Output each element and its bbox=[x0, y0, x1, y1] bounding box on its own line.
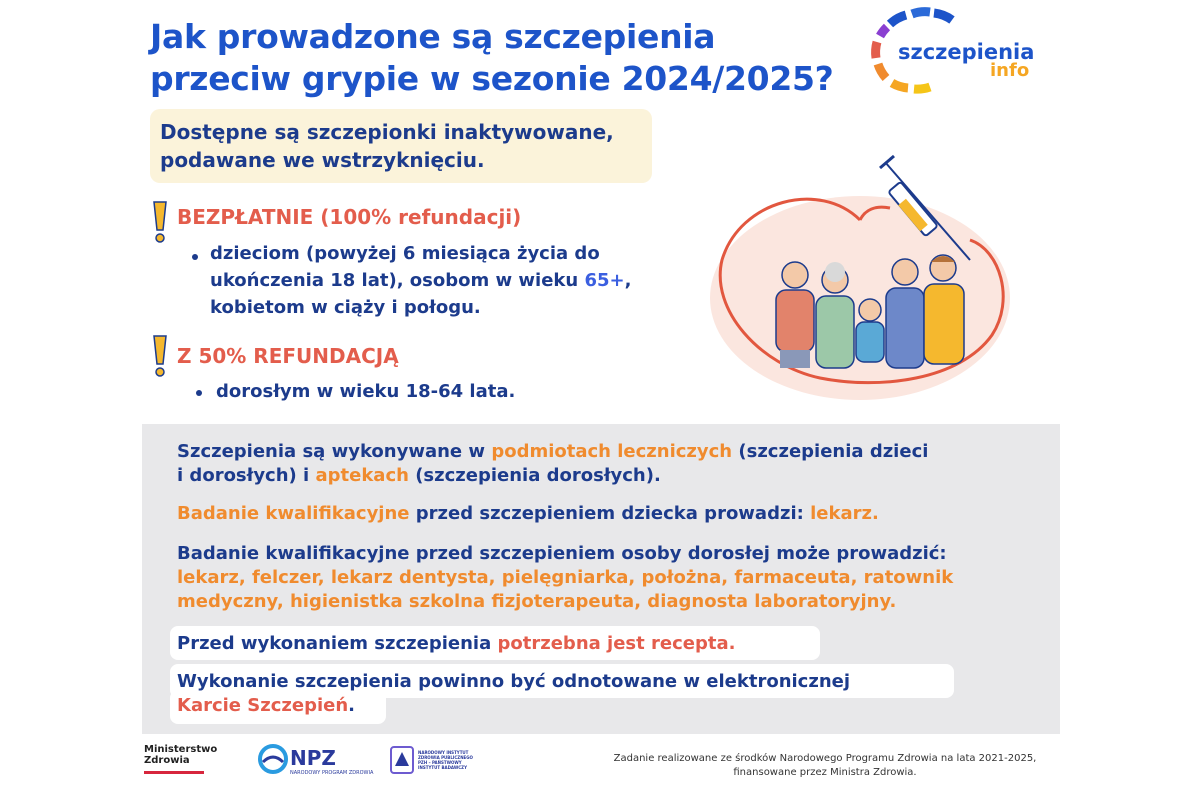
ministry-of-health-logo bbox=[144, 744, 217, 766]
free-section-bullet bbox=[210, 240, 680, 321]
free-bullet-line-2-text: ukończenia 18 lat), osobom w wieku bbox=[210, 270, 585, 291]
locations-text-f: (szczepienia dorosłych). bbox=[408, 465, 661, 486]
info-paragraph-prescription bbox=[177, 632, 817, 656]
ministry-red-line bbox=[144, 771, 204, 774]
page-title bbox=[150, 16, 850, 100]
bullet-dot bbox=[192, 254, 198, 260]
funding-note bbox=[560, 752, 1090, 780]
adult-qualification-line-3: medyczny, higienistka szkolna fizjoterapeuta, diagnosta laboratoryjny. bbox=[177, 591, 897, 612]
qualification-highlight: Badanie kwalifikacyjne bbox=[177, 503, 410, 524]
nizp-logo-text: NARODOWY INSTYTUT ZDROWIA PUBLICZNEGO PZH – PAŃSTWOWY INSTYTUT BADAWCZY bbox=[418, 750, 473, 770]
record-line-1: Wykonanie szczepienia powinno być odnotowane w elektronicznej bbox=[177, 671, 851, 692]
adult-qualification-line-2: lekarz, felczer, lekarz dentysta, pielęgniarka, położna, farmaceuta, ratownik bbox=[177, 567, 954, 588]
adult-qualification-line-1: Badanie kwalifikacyjne przed szczepieniem osoby dorosłej może prowadzić: bbox=[177, 543, 947, 564]
free-bullet-line-1: dzieciom (powyżej 6 miesiąca życia do bbox=[210, 243, 600, 264]
free-bullet-line-3: kobietom w ciąży i połogu. bbox=[210, 297, 481, 318]
pharmacies-highlight: aptekach bbox=[315, 465, 409, 486]
info-paragraph-locations bbox=[177, 440, 1017, 488]
logo-word-info: info bbox=[990, 60, 1030, 81]
npz-logo-subtitle: NARODOWY PROGRAM ZDROWIA bbox=[290, 770, 374, 776]
half-section-heading: Z 50% REFUNDACJĄ bbox=[177, 344, 399, 368]
healthcare-entities-highlight: podmiotach leczniczych bbox=[491, 441, 733, 462]
locations-text-c: (szczepienia dzieci bbox=[732, 441, 929, 462]
funding-line-1: Zadanie realizowane ze środków Narodowego Programu Zdrowia na lata 2021-2025, bbox=[613, 753, 1037, 764]
ministry-line-2: Zdrowia bbox=[144, 755, 190, 766]
doctor-highlight: lekarz. bbox=[810, 503, 879, 524]
record-line-2 bbox=[177, 694, 957, 718]
bullet-dot bbox=[196, 390, 202, 396]
intro-line-1: Dostępne są szczepionki inaktywowane, bbox=[160, 120, 614, 144]
funding-line-2: finansowane przez Ministra Zdrowia. bbox=[733, 767, 917, 778]
ministry-line-1: Ministerstwo bbox=[144, 744, 218, 755]
npz-logo-text: NPZ bbox=[290, 746, 336, 770]
half-section-bullet: dorosłym w wieku 18-64 lata. bbox=[216, 381, 516, 402]
free-bullet-line-2 bbox=[210, 267, 680, 294]
child-qualification-text: przed szczepieniem dziecka prowadzi: bbox=[409, 503, 811, 524]
locations-line-2 bbox=[177, 464, 1017, 488]
exclamation-icon bbox=[152, 334, 168, 378]
free-bullet-line-2-post: , bbox=[624, 270, 632, 291]
intro-text bbox=[160, 118, 650, 174]
record-line-2-end: . bbox=[348, 695, 356, 716]
logo-word-szczepienia: szczepienia bbox=[898, 40, 1035, 64]
nizp-logo-icon bbox=[390, 746, 414, 774]
prescription-text: Przed wykonaniem szczepienia bbox=[177, 633, 498, 654]
locations-text-d: i dorosłych) i bbox=[177, 465, 316, 486]
locations-line-1 bbox=[177, 440, 1017, 464]
family-vaccine-illustration bbox=[700, 150, 1030, 400]
info-paragraph-adult-qualification bbox=[177, 542, 1037, 614]
vaccination-card-highlight: Karcie Szczepień bbox=[177, 695, 349, 716]
title-line-2: przeciw grypie w sezonie 2024/2025? bbox=[150, 59, 834, 98]
title-line-1: Jak prowadzone są szczepienia bbox=[150, 17, 716, 56]
npz-logo-icon bbox=[258, 744, 288, 774]
intro-line-2: podawane we wstrzyknięciu. bbox=[160, 148, 485, 172]
prescription-highlight: potrzebna jest recepta. bbox=[497, 633, 736, 654]
info-paragraph-child-qualification bbox=[177, 502, 1017, 526]
free-section-heading: BEZPŁATNIE (100% refundacji) bbox=[177, 205, 522, 229]
locations-text-a: Szczepienia są wykonywane w bbox=[177, 441, 492, 462]
info-paragraph-record bbox=[177, 670, 957, 718]
age-65-highlight: 65+ bbox=[584, 270, 625, 291]
exclamation-icon bbox=[152, 200, 168, 244]
